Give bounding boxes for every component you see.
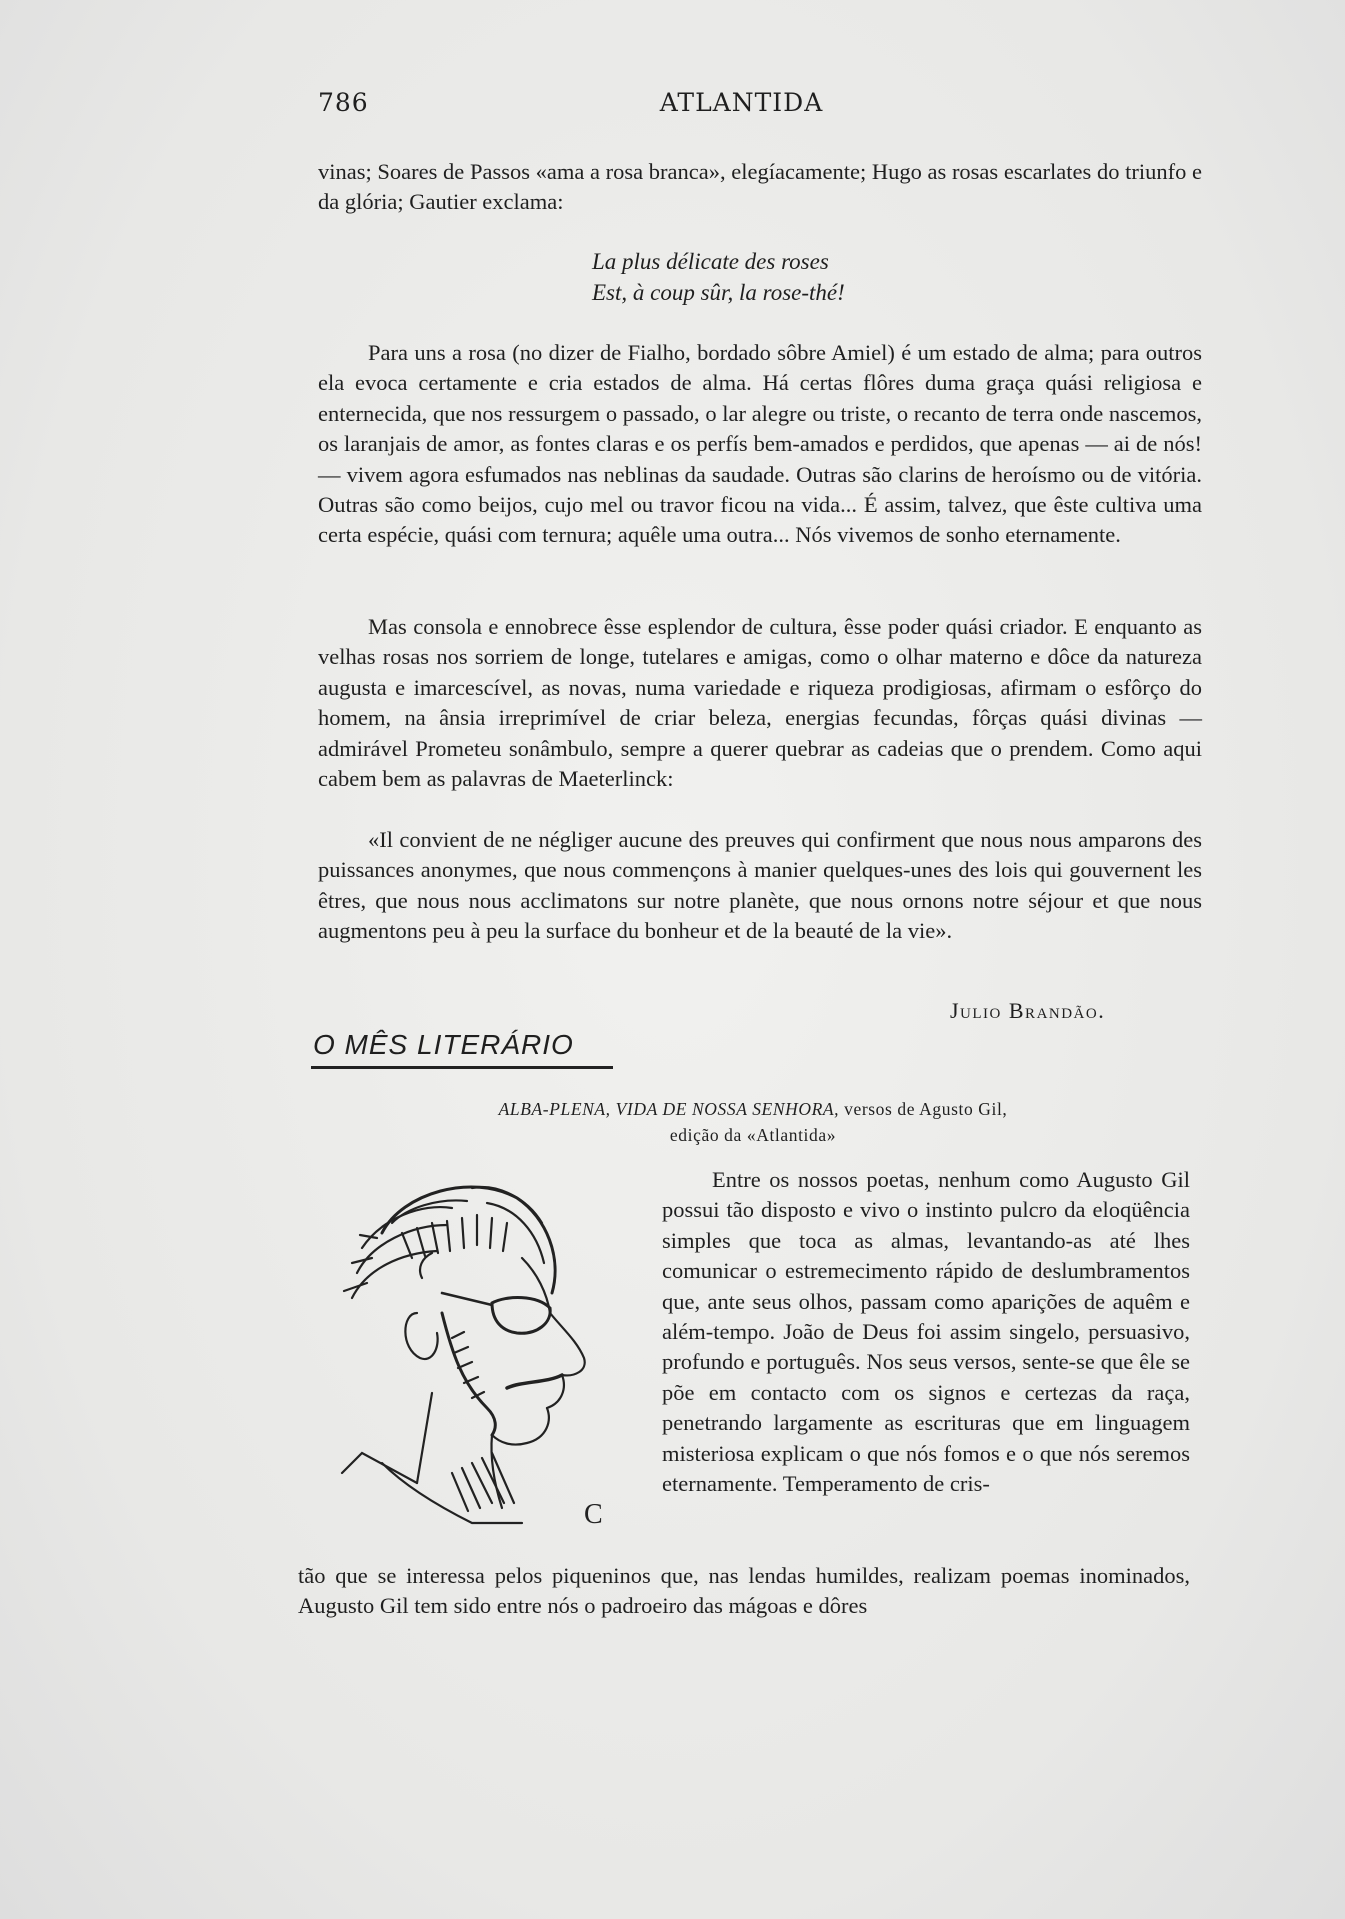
review-paragraph-wrapped: Entre os nossos poetas, nenhum como Augusto Gil possui tão disposto e vivo o instinto pulcro da eloqüência simples que toca as almas, levantando-as até lhes comunicar o estremecimento rápido de deslumbramentos que, ante seus olhos, passam como aparições de aquêm e além-tempo. João de Deus foi assim singelo, persuasivo, profundo e português. Nos seus versos, sente-se que êle se põe em contacto com os signos e certezas da raça, penetrando largamente as escrituras que em linguagem misteriosa explicam o que nós fomos e o que nós seremos eternamente. Temperamento de cris-: [662, 1167, 1190, 1497]
review-paragraph-continued: tão que se interessa pelos piqueninos que, nas lendas humildes, realizam poemas inominados, Augusto Gil tem sido entre nós o padroeiro das mágoas e dôres: [298, 1563, 1190, 1619]
portrait-monogram: C: [584, 1499, 603, 1530]
review-edition: edição da «Atlantida»: [669, 1125, 837, 1145]
author-portrait-sketch: [322, 1163, 622, 1533]
page-number: 786: [318, 88, 369, 117]
review-heading: [318, 1096, 1188, 1148]
review-book-title: ALBA-PLENA, VIDA DE NOSSA SENHORA,: [498, 1099, 840, 1119]
verse-line-2: Est, à coup sûr, la rose-thé!: [592, 280, 845, 305]
paragraph-4-quote: «Il convient de ne négliger aucune des preuves qui confirment que nous nous amparons des puissances anonymes, que nous commençons à manier quelques-unes des lois qui gouvernent les êtres, que nous nous acclimatons sur notre planète, que nous ornons notre séjour et que nous augmentons peu à peu la surface du bonheur et de la beauté de la vie».: [318, 827, 1202, 944]
running-title: ATLANTIDA: [659, 88, 824, 117]
review-book-meta: versos de Agusto Gil,: [839, 1099, 1008, 1119]
section-title: O MÊS LITERÁRIO: [313, 1029, 574, 1060]
verse-line-1: La plus délicate des roses: [592, 249, 829, 274]
section-underline: [311, 1066, 613, 1069]
author-signature: Julio Brandão.: [950, 998, 1106, 1023]
paragraph-3: Mas consola e ennobrece êsse esplendor de cultura, êsse poder quási criador. E enquanto as velhas rosas nos sorriem de longe, tutelares e amigas, como o olhar materno e dôce da natureza augusta e imarcescível, as novas, numa variedade e riqueza prodigiosas, afirmam o esfôrço do homem, na ânsia irreprimível de criar beleza, energias fecundas, fôrças quási divinas — admirável Prometeu sonâmbulo, sempre a querer quebrar as cadeias que o prendem. Como aqui cabem bem as palavras de Maeterlinck:: [318, 614, 1202, 792]
paragraph-1: vinas; Soares de Passos «ama a rosa branca», elegíacamente; Hugo as rosas escarlates do triunfo e da glória; Gautier exclama:: [318, 159, 1202, 215]
paragraph-2: Para uns a rosa (no dizer de Fialho, bordado sôbre Amiel) é um estado de alma; para outros ela evoca certamente e cria estados de alma. Há certas flôres duma graça quási religiosa e enternecida, que nos ressurgem o passado, o lar alegre ou triste, o recanto de terra onde nascemos, os laranjais de amor, as fontes claras e os perfís bem-amados e perdidos, que apenas — ai de nós! — vivem agora esfumados nas neblinas da saudade. Outras são clarins de heroísmo ou de vitória. Outras são como beijos, cujo mel ou travor ficou na vida... É assim, talvez, que êste cultiva uma certa espécie, quási com ternura; aquêle uma outra... Nós vivemos de sonho eternamente.: [318, 340, 1202, 548]
page-header: [318, 88, 1165, 124]
